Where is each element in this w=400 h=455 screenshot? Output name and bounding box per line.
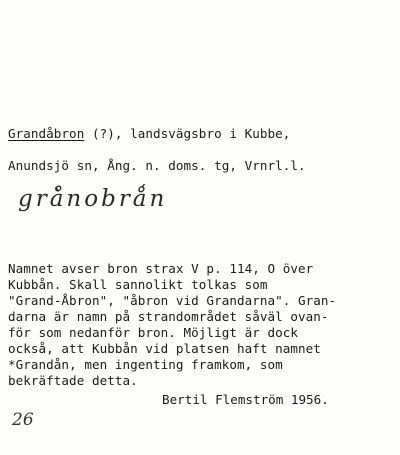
entry-title-line: [8, 126, 290, 142]
body-line-4: darna är namn på strandområdet såväl ovan-: [8, 309, 329, 324]
body-line-6: också, att Kubbån vid platsen haft namnet: [8, 341, 321, 356]
signature: Bertil Flemström 1956.: [162, 392, 329, 407]
body-line-5: för som nedanför bron. Möjligt är dock: [8, 325, 299, 340]
body-line-2: Kubbån. Skall sannolikt tolkas som: [8, 277, 268, 292]
body-line-1: Namnet avser bron strax V p. 114, O över: [8, 261, 314, 276]
body-line-8: bekräftade detta.: [8, 373, 138, 388]
handwritten-number: 26: [12, 410, 34, 430]
title-description: (?), landsvägsbro i Kubbe,: [84, 126, 291, 141]
pronunciation-transcription: grå̀nobrǻn: [18, 186, 168, 212]
body-line-7: *Grandån, men ingenting framkom, som: [8, 357, 283, 372]
location-line: Anundsjö sn, Ång. n. doms. tg, Vrnrl.l.: [8, 158, 306, 173]
headword: Grandåbron: [8, 126, 85, 141]
body-line-3: "Grand-Åbron", "åbron vid Grandarna". Gran-: [8, 293, 337, 308]
